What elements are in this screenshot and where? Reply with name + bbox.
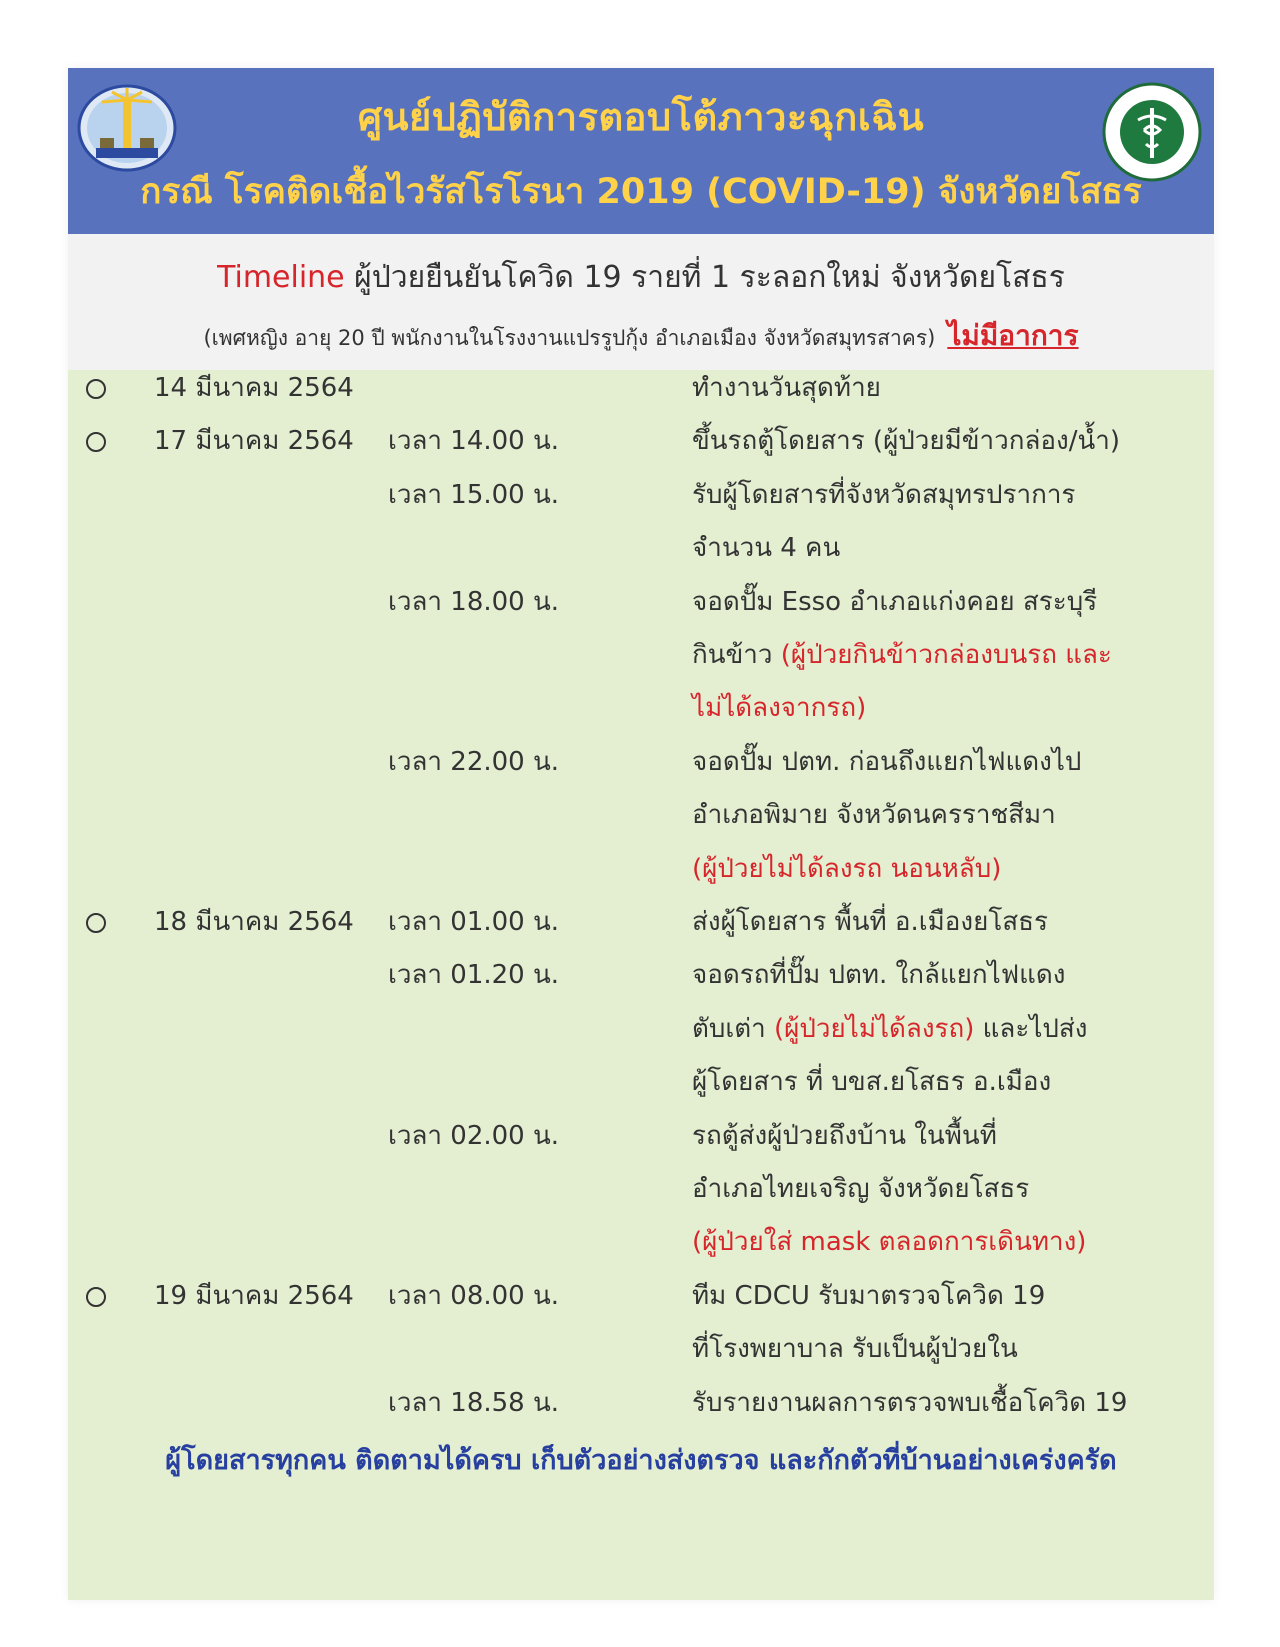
timeline-date: 18 มีนาคม 2564 xyxy=(154,907,354,937)
poster-card xyxy=(68,68,1214,1600)
timeline-description xyxy=(692,787,1056,843)
timeline-description xyxy=(692,574,1097,630)
timeline-description-text: อำเภอพิมาย จังหวัดนครราชสีมา xyxy=(692,800,1056,831)
timeline-description-text: จอดปั๊ม Esso อำเภอแก่งคอย สระบุรี xyxy=(692,586,1098,617)
timeline-heading-rest: ผู้ป่วยยืนยันโควิด 19 รายที่ 1 ระลอกใหม่ จังหวัดยโสธร xyxy=(344,260,1065,295)
timeline-row xyxy=(68,1321,1214,1377)
timeline-row xyxy=(68,360,1214,416)
timeline-row xyxy=(68,1108,1214,1164)
timeline-row xyxy=(68,841,1214,897)
timeline-row xyxy=(68,627,1214,683)
timeline-row xyxy=(68,1375,1214,1431)
timeline-description-text: รับรายงานผลการตรวจพบเชื้อโควิด 19 xyxy=(692,1387,1128,1418)
timeline-row xyxy=(68,520,1214,576)
timeline-row xyxy=(68,1001,1214,1057)
circle-bullet-icon xyxy=(86,913,106,933)
timeline-word: Timeline xyxy=(217,260,345,295)
timeline-description-note: ไม่ได้ลงจากรถ) xyxy=(692,693,867,724)
timeline-description-text: ส่งผู้โดยสาร พื้นที่ อ.เมืองยโสธร xyxy=(692,907,1049,937)
timeline-description xyxy=(692,520,840,576)
timeline-time: เวลา 18.58 น. xyxy=(388,1387,560,1418)
circle-bullet-icon xyxy=(86,379,106,399)
timeline-row xyxy=(68,467,1214,523)
timeline-row xyxy=(68,947,1214,1003)
ministry-of-public-health-logo-icon xyxy=(1102,82,1202,182)
timeline-description xyxy=(692,360,881,416)
timeline-description-note: (ผู้ป่วยกินข้าวกล่องบนรถ และ xyxy=(780,640,1112,670)
timeline-row xyxy=(68,1268,1214,1324)
timeline-description xyxy=(692,1161,1029,1217)
timeline-description-text: ตับเต่า xyxy=(692,1013,775,1044)
timeline-description xyxy=(692,1108,997,1164)
timeline-description-text: รับผู้โดยสารที่จังหวัดสมุทรปราการ xyxy=(692,479,1076,510)
timeline-description-text: ขึ้นรถตู้โดยสาร (ผู้ป่วยมีข้าวกล่อง/น้ำ) xyxy=(692,426,1121,457)
timeline-description-note: (ผู้ป่วยไม่ได้ลงรถ นอนหลับ) xyxy=(692,853,1002,884)
patient-info xyxy=(68,314,1214,358)
timeline-time: เวลา 01.20 น. xyxy=(388,960,560,991)
circle-bullet-icon xyxy=(86,432,106,452)
timeline-row xyxy=(68,734,1214,790)
timeline-time: เวลา 02.00 น. xyxy=(388,1120,560,1151)
timeline-description xyxy=(692,734,1081,790)
timeline-row xyxy=(68,1054,1214,1110)
timeline-description-text: ทำงานวันสุดท้าย xyxy=(692,373,881,403)
timeline-row xyxy=(68,413,1214,469)
timeline-heading xyxy=(68,254,1214,301)
timeline-description-text: กินข้าว xyxy=(692,640,781,670)
header-title: ศูนย์ปฏิบัติการตอบโต้ภาวะฉุกเฉิน xyxy=(357,95,925,139)
timeline-description xyxy=(692,1268,1045,1324)
timeline-description xyxy=(692,680,866,736)
timeline-description-text: อำเภอไทยเจริญ จังหวัดยโสธร xyxy=(692,1174,1030,1204)
timeline-description-text: จำนวน 4 คน xyxy=(692,533,841,564)
timeline-time: เวลา 08.00 น. xyxy=(388,1280,560,1311)
timeline-time: เวลา 15.00 น. xyxy=(388,479,560,510)
timeline-description-text: ผู้โดยสาร ที่ บขส.ยโสธร อ.เมือง xyxy=(692,1067,1052,1098)
timeline-description xyxy=(692,894,1048,950)
timeline-description-tail: และไปส่ง xyxy=(974,1013,1088,1044)
timeline-description xyxy=(692,1214,1086,1270)
timeline-row xyxy=(68,894,1214,950)
timeline-subheader xyxy=(68,234,1214,370)
timeline-row xyxy=(68,1214,1214,1270)
timeline-time: เวลา 18.00 น. xyxy=(388,586,560,617)
timeline-date: 17 มีนาคม 2564 xyxy=(154,426,354,457)
header-subtitle: กรณี โรคติดเชื้อไวรัสโรโรนา 2019 (COVID-19) จังหวัดยโสธร xyxy=(140,172,1142,212)
timeline-description-text: รถตู้ส่งผู้ป่วยถึงบ้าน ในพื้นที่ xyxy=(692,1120,997,1151)
circle-bullet-icon xyxy=(86,1287,106,1307)
timeline-time: เวลา 22.00 น. xyxy=(388,746,560,777)
timeline-time: เวลา 01.00 น. xyxy=(388,907,560,937)
timeline-date: 19 มีนาคม 2564 xyxy=(154,1280,354,1311)
timeline-description xyxy=(692,1001,1087,1057)
timeline-description-text: จอดปั๊ม ปตท. ก่อนถึงแยกไฟแดงไป xyxy=(692,746,1082,777)
timeline-description-text: ที่โรงพยาบาล รับเป็นผู้ป่วยใน xyxy=(692,1334,1018,1365)
timeline-date: 14 มีนาคม 2564 xyxy=(154,373,354,403)
patient-details: (เพศหญิง อายุ 20 ปี พนักงานในโรงงานแปรรูปกุ้ง อำเภอเมือง จังหวัดสมุทรสาคร) xyxy=(203,326,936,350)
timeline-time: เวลา 14.00 น. xyxy=(388,426,560,457)
timeline-description-note: (ผู้ป่วยไม่ได้ลงรถ) xyxy=(774,1013,975,1044)
timeline-description xyxy=(692,1321,1018,1377)
timeline-description xyxy=(692,841,1001,897)
timeline-description xyxy=(692,1054,1051,1110)
footer-note: ผู้โดยสารทุกคน ติดตามได้ครบ เก็บตัวอย่างส่งตรวจ และกักตัวที่บ้านอย่างเคร่งครัด xyxy=(165,1445,1117,1476)
timeline-description xyxy=(692,1375,1127,1431)
timeline-description xyxy=(692,413,1120,469)
timeline-description-text: ทีม CDCU รับมาตรวจโควิด 19 xyxy=(692,1280,1046,1311)
no-symptoms-label: ไม่มีอาการ xyxy=(947,319,1079,352)
timeline-row xyxy=(68,787,1214,843)
timeline-row xyxy=(68,1161,1214,1217)
timeline-description xyxy=(692,947,1065,1003)
timeline-description-note: (ผู้ป่วยใส่ mask ตลอดการเดินทาง) xyxy=(692,1227,1087,1258)
header-banner xyxy=(68,68,1214,234)
timeline-row xyxy=(68,680,1214,736)
timeline-description-text: จอดรถที่ปั๊ม ปตท. ใกล้แยกไฟแดง xyxy=(692,960,1066,991)
timeline-row xyxy=(68,574,1214,630)
timeline-description xyxy=(692,467,1075,523)
timeline-description xyxy=(692,627,1112,683)
